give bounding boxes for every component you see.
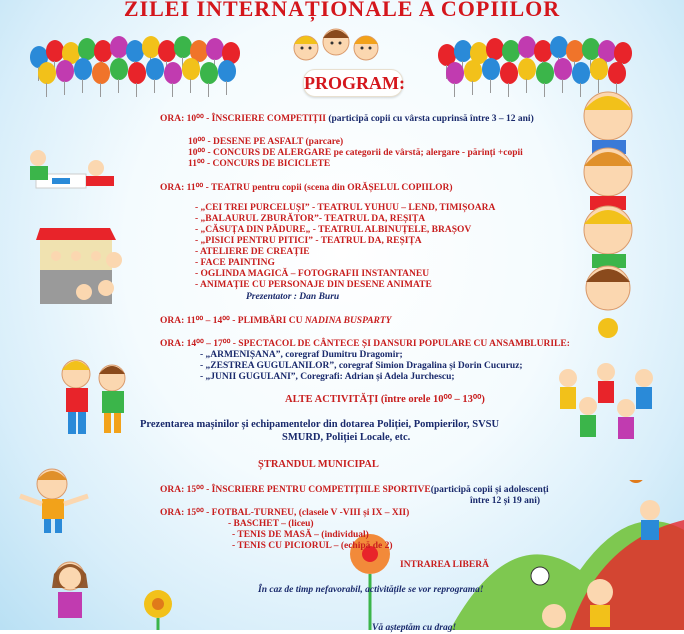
running-kid-illustration: [12, 466, 98, 536]
block2-time: ORA: 11⁰⁰ - TEATRU pentru copii (scena din ORĂȘELUL COPIILOR): [160, 183, 453, 193]
strand-item-1: - TENIS DE MASĂ – (individual): [232, 530, 369, 540]
other-line2: SMURD, Poliției Locale, etc.: [282, 432, 411, 443]
block1-time: ORA: 10⁰⁰ - ÎNSCRIERE COMPETIȚII (participă copii cu vârsta cuprinsă între 3 – 12 ani): [160, 114, 534, 124]
block1-item-1: 10⁰⁰ - CONCURS DE ALERGARE pe categorii de vârstă; alergare - părinți +copii: [188, 148, 523, 158]
girl-illustration: [30, 558, 110, 630]
block4-item-0: - „ARMENIȘANA”, coregraf Dumitru Dragomir;: [200, 350, 403, 360]
block2-item-3: - „PISICI PENTRU PITICI” - TEATRUL DA, REȘIȚA: [195, 236, 422, 246]
strand-time1: ORA: 15⁰⁰ - ÎNSCRIERE PENTRU COMPETIȚIILE SPORTIVE(participă copii și adolescenți: [160, 485, 549, 495]
strand-note1a: (participă copii și adolescenți: [430, 485, 549, 495]
block4-item-1: - „ZESTREA GUGULANILOR”, coregraf Simion Dragalina și Dorin Cucuruz;: [200, 361, 523, 371]
kids-ring-illustration: [548, 362, 666, 446]
block2-item-4: - ATELIERE DE CREAȚIE: [195, 247, 310, 257]
block2-presenter: Prezentator : Dan Buru: [246, 292, 340, 302]
block2-item-1: - „BALAURUL ZBURĂTOR”- TEATRUL DA, REȘIȚA: [195, 214, 426, 224]
block2-item-2: - „CĂSUȚA DIN PĂDURE„ - TEATRUL ALBINUȚELE, BRAȘOV: [195, 225, 472, 235]
other-line1: Prezentarea mașinilor și echipamentelor din dotarea Poliției, Pompierilor, SVSU: [140, 419, 500, 430]
closing-line: Vă așteptăm cu drag!: [372, 623, 457, 633]
block1-item-2: 11⁰⁰ - CONCURS DE BICICLETE: [188, 159, 331, 169]
kids-drawing-illustration: [22, 144, 122, 196]
block4-time: ORA: 14⁰⁰ – 17⁰⁰ - SPECTACOL DE CÂNTECE ȘI DANSURI POPULARE CU ANSAMBLURILE:: [160, 339, 570, 349]
block2-item-0: - „CEI TREI PURCELUȘI” - TEATRUL YUHUU – LEND, TIMIȘOARA: [195, 203, 496, 213]
block2-item-5: - FACE PAINTING: [195, 258, 275, 268]
strand-item-0: - BASCHET – (liceu): [228, 519, 314, 529]
weather-note: În caz de timp nefavorabil, activitățile se vor reprograma!: [258, 585, 484, 595]
two-kids-illustration: [48, 358, 140, 440]
strand-item-2: - TENIS CU PICIORUL – (echipă de 2): [232, 541, 393, 551]
block2-item-6: - OGLINDA MAGICĂ – FOTOGRAFII INSTANTANEU: [195, 269, 430, 279]
program-heading: PROGRAM:: [303, 69, 403, 97]
block1-item-0: 10⁰⁰ - DESENE PE ASFALT (parcare): [188, 137, 344, 147]
page-title: ZILEI INTERNAȚIONALE A COPIILOR: [123, 0, 561, 21]
block4-item-2: - „JUNII GUGULANI”, Coregrafi: Adrian și Adela Jurchescu;: [200, 372, 455, 382]
block2-item-7: - ANIMAȚIE CU PERSONAJE DIN DESENE ANIMATE: [195, 280, 432, 290]
strand-note1b: între 12 și 19 ani): [470, 496, 541, 506]
stacked-kids-illustration: [572, 88, 652, 340]
block3-time: ORA: 11⁰⁰ – 14⁰⁰ - PLIMBĂRI CU NADINA BUSPARTY: [160, 316, 392, 326]
strand-time2: ORA: 15⁰⁰ - FOTBAL-TURNEU, (clasele V -VIII și IX – XII): [160, 508, 410, 518]
puppet-theatre-illustration: [36, 228, 128, 310]
other-heading: ALTE ACTIVITĂȚI (între orele 10⁰⁰ – 13⁰⁰): [285, 394, 485, 405]
free-entry: INTRAREA LIBERĂ: [400, 560, 489, 570]
kids-faces-illustration: [288, 18, 384, 66]
strand-heading: ȘTRANDUL MUNICIPAL: [258, 459, 379, 470]
block3-bus: NADINA BUSPARTY: [304, 316, 392, 326]
block1-note: (participă copii cu vârsta cuprinsă între 3 – 12 ani): [328, 114, 534, 124]
